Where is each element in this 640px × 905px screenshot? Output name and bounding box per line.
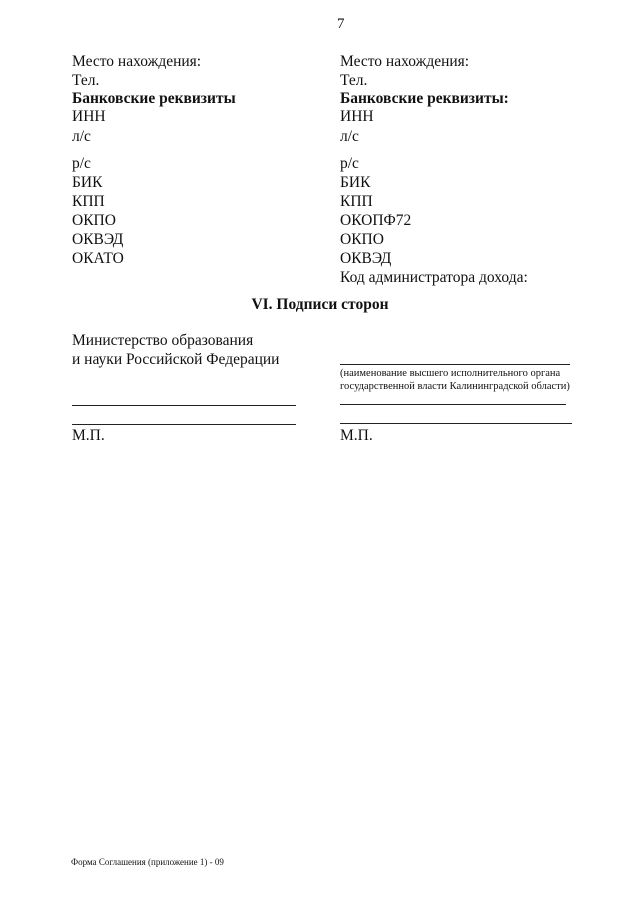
right-okpo: ОКПО xyxy=(340,231,384,248)
left-stamp-label: М.П. xyxy=(72,427,105,444)
right-name-line xyxy=(340,364,570,365)
ministry-name xyxy=(72,331,279,369)
left-bank-codes xyxy=(72,154,124,268)
left-party-details xyxy=(72,52,201,90)
left-location-label: Место нахождения: xyxy=(72,53,202,70)
caption-line-2: государственной власти Калининградской области) xyxy=(340,380,570,392)
authority-caption xyxy=(340,368,570,393)
caption-line-1: (наименование высшего исполнительного органа xyxy=(340,368,561,379)
left-signature-line-2 xyxy=(72,424,296,425)
right-stamp-label: М.П. xyxy=(340,427,373,444)
right-rs: р/с xyxy=(340,155,359,172)
right-okved: ОКВЭД xyxy=(340,250,392,267)
left-signature-line-1 xyxy=(72,405,296,406)
right-kpp: КПП xyxy=(340,193,373,210)
right-admin-code: Код администратора дохода: xyxy=(340,269,528,286)
right-inn: ИНН xyxy=(340,108,374,125)
left-inn: ИНН xyxy=(72,108,106,125)
right-signature-line-1 xyxy=(340,404,566,405)
right-ls: л/с xyxy=(340,128,359,145)
ministry-line-2: и науки Российской Федерации xyxy=(72,351,280,368)
right-signature-line-2 xyxy=(340,423,572,424)
left-bik: БИК xyxy=(72,174,103,191)
left-bank-heading: Банковские реквизиты xyxy=(72,90,236,107)
right-bank-heading: Банковские реквизиты: xyxy=(340,90,509,107)
left-okved: ОКВЭД xyxy=(72,231,124,248)
right-bank-codes xyxy=(340,154,528,287)
right-location-label: Место нахождения: xyxy=(340,53,470,70)
left-rs: р/с xyxy=(72,155,91,172)
signatures-heading: VI. Подписи сторон xyxy=(251,296,389,313)
right-okopf: ОКОПФ72 xyxy=(340,212,412,229)
page-number: 7 xyxy=(337,16,345,32)
left-okato: ОКАТО xyxy=(72,250,124,267)
left-phone-label: Тел. xyxy=(72,72,100,89)
left-kpp: КПП xyxy=(72,193,105,210)
left-ls: л/с xyxy=(72,128,91,145)
right-bik: БИК xyxy=(340,174,371,191)
page-footer: Форма Соглашения (приложение 1) - 09 xyxy=(71,857,224,867)
right-phone-label: Тел. xyxy=(340,72,368,89)
ministry-line-1: Министерство образования xyxy=(72,332,254,349)
right-party-details xyxy=(340,52,469,90)
left-okpo: ОКПО xyxy=(72,212,116,229)
